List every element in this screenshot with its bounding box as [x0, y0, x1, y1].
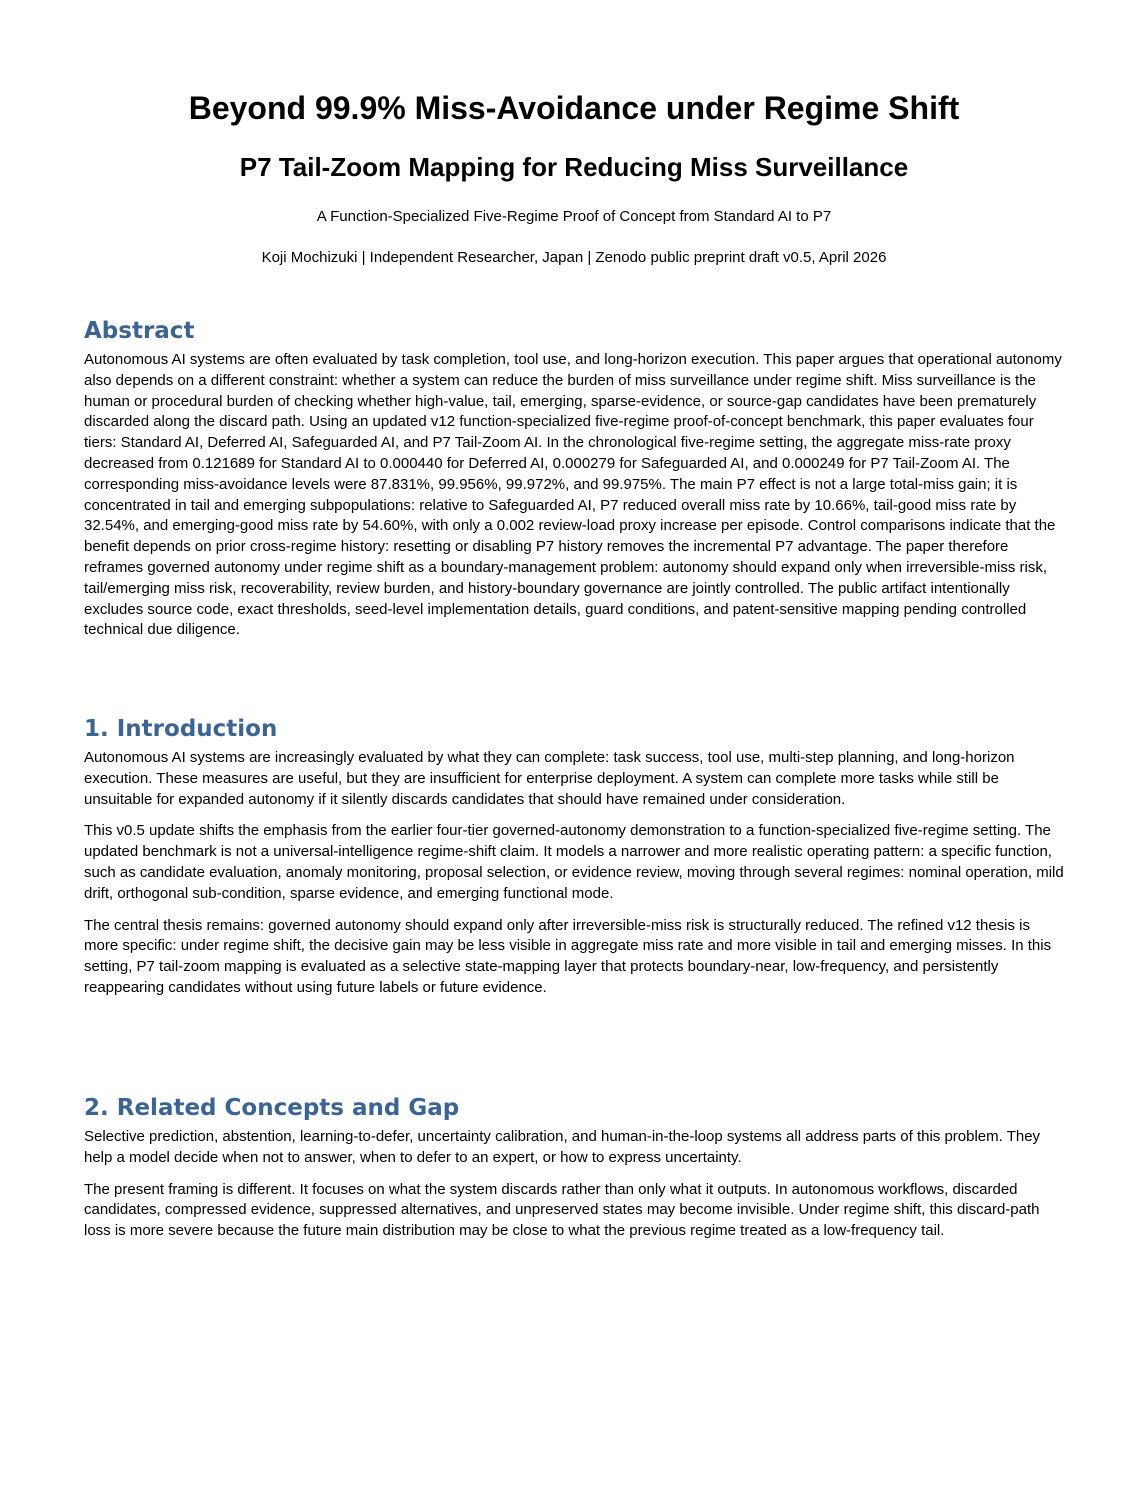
abstract-heading: Abstract	[84, 318, 195, 344]
introduction-section	[84, 714, 1064, 1010]
abstract-text: Autonomous AI systems are often evaluated by task completion, tool use, and long-horizon execution. This paper argues that operational autonomy also depends on a different constraint: whether a system can reduce the burden of miss surveillance under regime shift. Miss surveillance is the human or procedural burden of checking whether high-value, tail, emerging, sparse-evidence, or source-gap candidates have been prematurely discarded along the discard path. Using an updated v12 function-specialized five-regime proof-of-concept benchmark, this paper evaluates four tiers: Standard AI, Deferred AI, Safeguarded AI, and P7 Tail-Zoom AI. In the chronological five-regime setting, the aggregate miss-rate proxy decreased from 0.121689 for Standard AI to 0.000440 for Deferred AI, 0.000279 for Safeguarded AI, and 0.000249 for P7 Tail-Zoom AI. The corresponding miss-avoidance levels were 87.831%, 99.956%, 99.972%, and 99.975%. The main P7 effect is not a large total-miss gain; it is concentrated in tail and emerging subpopulations: relative to Safeguarded AI, P7 reduced overall miss rate by 10.66%, tail-good miss rate by 32.54%, and emerging-good miss rate by 54.60%, with only a 0.002 review-load proxy increase per episode. Control comparisons indicate that the benefit depends on prior cross-regime history: resetting or disabling P7 history removes the incremental P7 advantage. The paper therefore reframes governed autonomy under regime shift as a boundary-management problem: autonomy should expand only when irreversible-miss risk, tail/emerging miss risk, recoverability, review burden, and history-boundary governance are jointly controlled. The public artifact intentionally excludes source code, exact thresholds, seed-level implementation details, guard conditions, and patent-sensitive mapping pending controlled technical due diligence.	[84, 351, 1062, 639]
introduction-paragraph: This v0.5 update shifts the emphasis from the earlier four-tier governed-autonomy demonstration to a function-specialized five-regime setting. The updated benchmark is not a universal-intelligence regime-shift claim. It models a narrower and more realistic operating pattern: a specific function, such as candidate evaluation, anomaly monitoring, proposal selection, or evidence review, moving through several regimes: nominal operation, mild drift, orthogonal sub-condition, sparse evidence, and emerging functional mode.	[84, 822, 1064, 902]
related-concepts-paragraph: Selective prediction, abstention, learning-to-defer, uncertainty calibration, and human-in-the-loop systems all address parts of this problem. They help a model decide when not to answer, when to defer to an expert, or how to express uncertainty.	[84, 1128, 1041, 1166]
introduction-paragraph: Autonomous AI systems are increasingly evaluated by what they can complete: task success, tool use, multi-step planning, and long-horizon execution. These measures are useful, but they are insufficient for enterprise deployment. A system can complete more tasks while still be unsuitable for expanded autonomy if it silently discards candidates that should have remained under consideration.	[84, 749, 1015, 808]
abstract-section	[84, 316, 1064, 652]
introduction-heading: 1. Introduction	[84, 716, 278, 742]
paper-tagline: A Function-Specialized Five-Regime Proof of Concept from Standard AI to P7	[316, 208, 832, 225]
related-concepts-paragraph: The present framing is different. It focuses on what the system discards rather than only what it outputs. In autonomous workflows, discarded candidates, compressed evidence, suppressed alternatives, and unpreserved states may become invisible. Under regime shift, this discard-path loss is more severe because the future main distribution may be close to what the previous regime treated as a low-frequency tail.	[84, 1180, 1040, 1240]
introduction-paragraph: The central thesis remains: governed autonomy should expand only after irreversible-miss risk is structurally reduced. The refined v12 thesis is more specific: under regime shift, the decisive gain may be less visible in aggregate miss rate and more visible in tail and emerging misses. In this setting, P7 tail-zoom mapping is evaluated as a selective state-mapping layer that protects boundary-near, low-frequency, and persistently reappearing candidates without using future labels or future evidence.	[84, 916, 1052, 996]
related-concepts-heading: 2. Related Concepts and Gap	[84, 1095, 460, 1121]
author-line: Koji Mochizuki | Independent Researcher, Japan | Zenodo public preprint draft v0.5, April 2026	[261, 249, 887, 266]
paper-subtitle: P7 Tail-Zoom Mapping for Reducing Miss Surveillance	[239, 152, 909, 182]
related-concepts-section	[84, 1093, 1064, 1253]
paper-title: Beyond 99.9% Miss-Avoidance under Regime Shift	[188, 90, 960, 126]
